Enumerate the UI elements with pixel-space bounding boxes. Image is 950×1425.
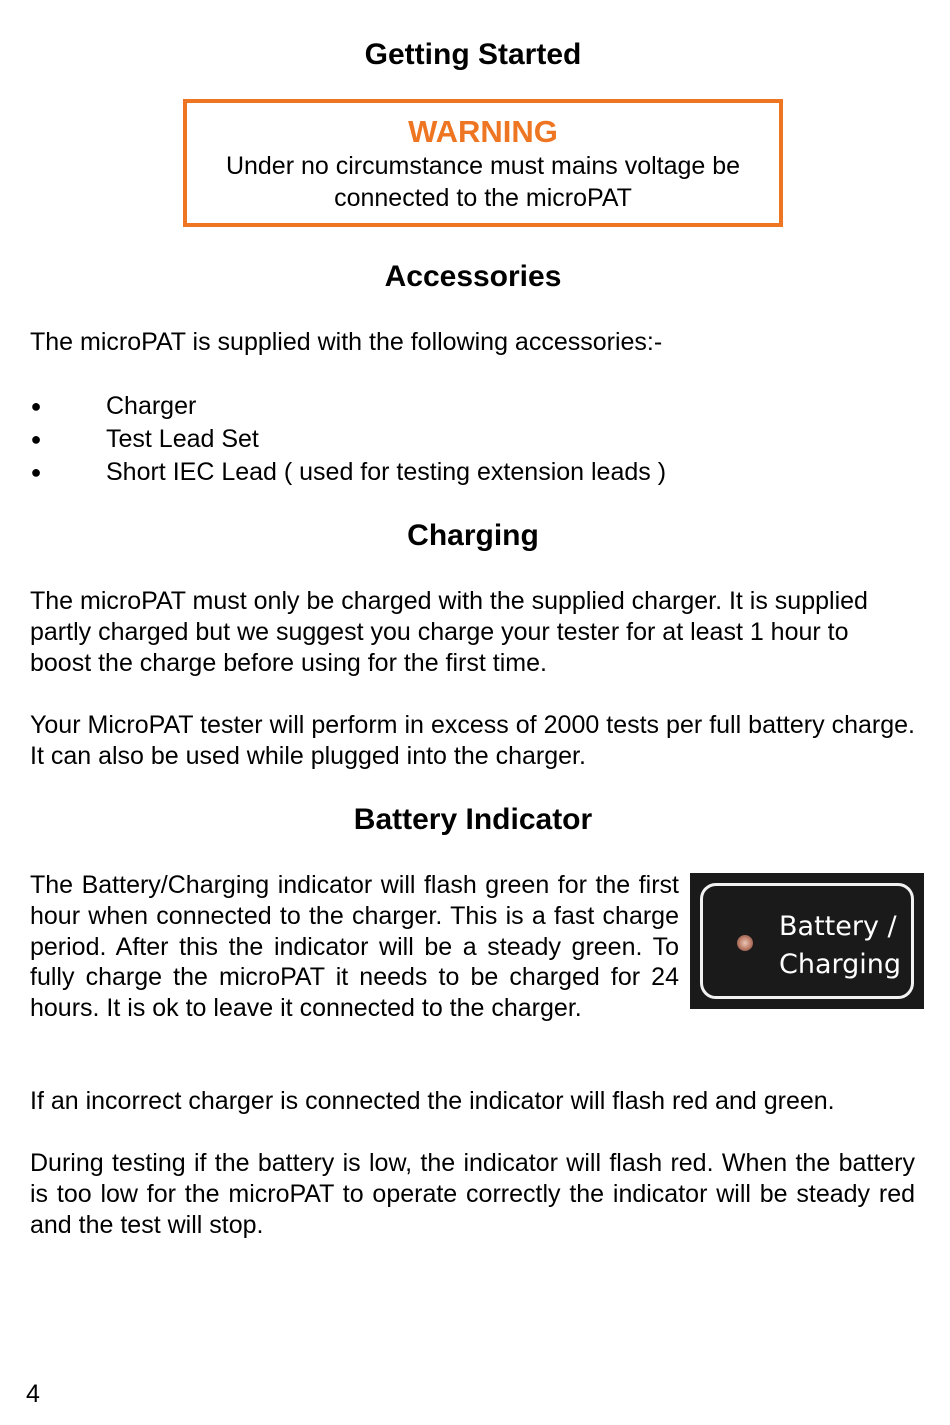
battery-paragraph-3: During testing if the battery is low, the indicator will flash red. When the battery is too low for the microPAT to operate correctly the indicator will be steady red and the test will stop. — [30, 1149, 915, 1239]
bullet-icon: ● — [30, 429, 42, 449]
list-item-label: Test Lead Set — [106, 425, 259, 453]
battery-paragraph-2: If an incorrect charger is connected the indicator will flash red and green. — [30, 1087, 835, 1115]
list-item-label: Short IEC Lead ( used for testing extension leads ) — [106, 458, 667, 486]
warning-line-2: connected to the microPAT — [334, 184, 632, 212]
bullet-icon: ● — [30, 462, 42, 482]
battery-paragraph-1: The Battery/Charging indicator will flash green for the first hour when connected to the charger. This is a fast charge period. After this the indicator will be a steady green. To fully charge the microPAT it needs to be charged for 24 hours. It is ok to leave it connected to the charger. — [30, 871, 679, 1023]
warning-heading: WARNING — [408, 114, 558, 149]
indicator-label-line-1: Battery / — [779, 911, 897, 942]
bullet-icon: ● — [30, 396, 42, 416]
accessories-intro: The microPAT is supplied with the following accessories:- — [30, 328, 663, 356]
accessories-heading: Accessories — [384, 260, 562, 293]
indicator-label-line-2: Charging — [779, 949, 902, 980]
charging-paragraph-2: Your MicroPAT tester will perform in excess of 2000 tests per full battery charge. It can also be used while plugged into the charger. — [30, 711, 915, 770]
battery-indicator-photo — [690, 873, 924, 1009]
accessories-list — [30, 390, 666, 489]
warning-box — [183, 99, 783, 227]
indicator-label — [779, 908, 901, 984]
page-title: Getting Started — [364, 38, 582, 71]
list-item — [30, 390, 666, 423]
indicator-led-icon — [737, 935, 753, 951]
list-item — [30, 423, 666, 456]
battery-indicator-heading: Battery Indicator — [353, 803, 593, 836]
warning-line-1: Under no circumstance must mains voltage be — [225, 152, 741, 180]
list-item — [30, 456, 666, 489]
indicator-panel — [700, 883, 914, 999]
list-item-label: Charger — [106, 392, 197, 420]
page-number: 4 — [26, 1380, 40, 1408]
charging-heading: Charging — [407, 519, 539, 552]
charging-paragraph-1: The microPAT must only be charged with the supplied charger. It is supplied partly charged but we suggest you charge your tester for at least 1 hour to boost the charge before using for the first time. — [30, 587, 868, 677]
